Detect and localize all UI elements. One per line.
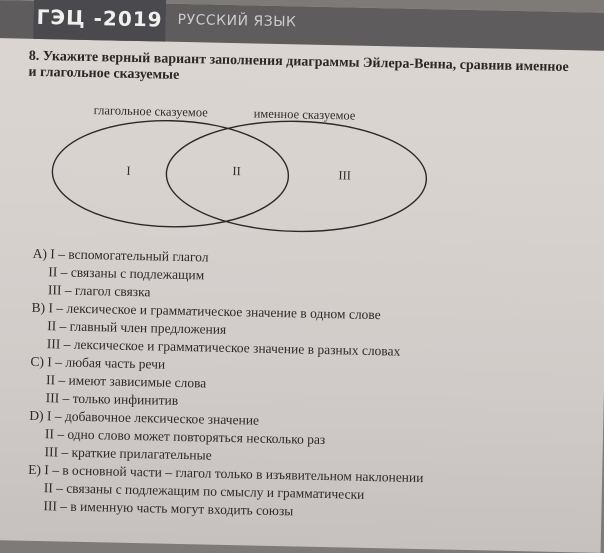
right-set-ellipse <box>165 119 427 234</box>
option-b-line-2: II – главный член предложения <box>47 318 227 337</box>
option-e-line-1: E) I – в основной части – глагол только в изъявительном наклонении <box>28 461 424 486</box>
option-a-line-3: III – глагол связка <box>47 282 151 300</box>
option-e-line-3: III – в именную часть могут входить союзы <box>43 498 294 519</box>
header-band <box>0 0 604 51</box>
option-a-line-1: A) I – вспомогательный глагол <box>32 245 209 265</box>
question-text: Укажите верный вариант заполнения диаграммы Эйлера-Венна, сравнив именное и глагольное сказуемые <box>28 49 569 83</box>
venn-diagram <box>29 95 452 242</box>
option-a-line-2: II – связаны с подлежащим <box>48 264 205 283</box>
option-d-line-3: III – краткие прилагательные <box>44 444 212 463</box>
right-set-label: именное сказуемое <box>253 106 356 123</box>
option-d-line-2: II – одно слово может повторяться несколько раз <box>44 426 326 448</box>
option-d-line-1: D) I – добавочное лексическое значение <box>29 407 260 428</box>
left-set-ellipse <box>51 118 289 229</box>
option-c-line-2: II – имеют зависимые слова <box>45 372 207 391</box>
question-number: 8. <box>28 48 40 64</box>
subject-title: РУССКИЙ ЯЗЫК <box>177 11 297 31</box>
left-set-label: глагольное сказуемое <box>93 103 208 120</box>
option-c-line-3: III – только инфинитив <box>45 390 179 408</box>
question <box>28 49 569 92</box>
option-e-line-2: II – связаны с подлежащим по смыслу и грамматически <box>43 480 365 502</box>
region-iii: III <box>338 168 352 183</box>
region-ii: II <box>232 164 241 179</box>
answer-options <box>27 245 428 523</box>
option-b-line-1: B) I – лексическое и грамматическое значение в одном слове <box>31 299 381 323</box>
brand-title: ГЭЦ -2019 <box>33 0 166 42</box>
option-c-line-1: C) I – любая часть речи <box>30 353 166 372</box>
option-b-line-3: III – лексическое и грамматическое значение в разных словах <box>46 336 401 359</box>
region-i: I <box>126 163 131 178</box>
